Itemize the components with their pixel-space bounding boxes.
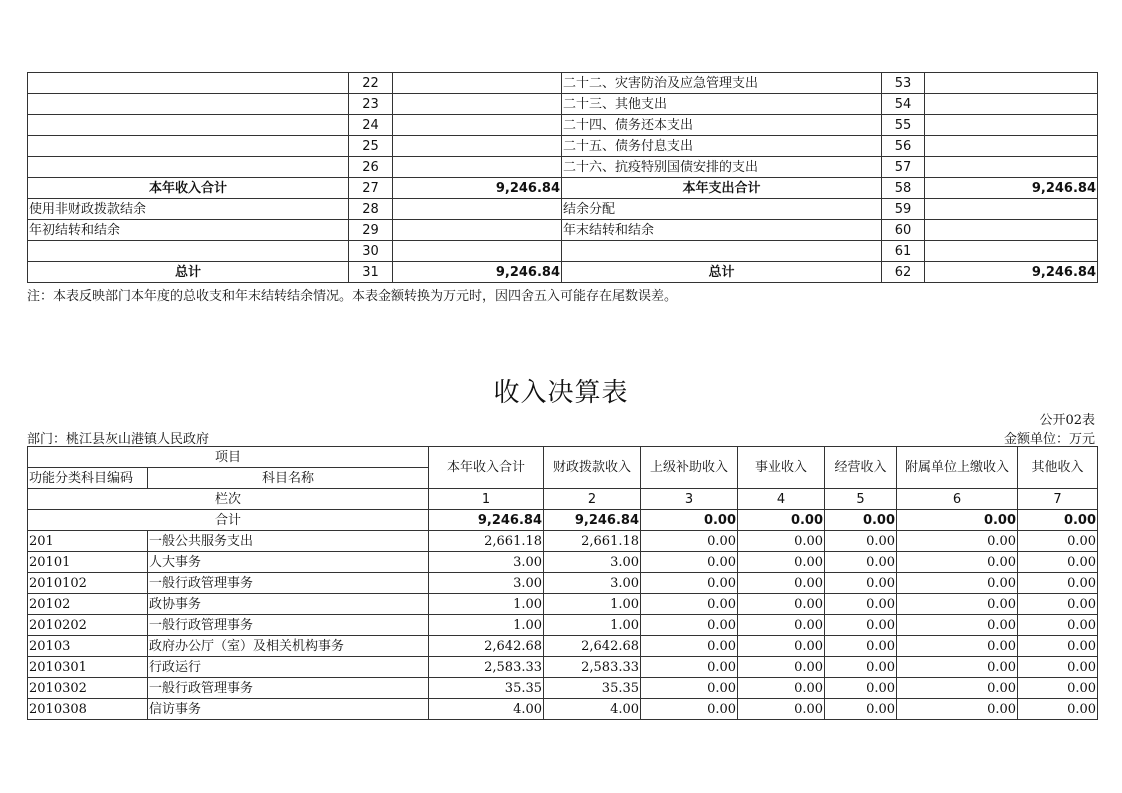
amount-cell: 0.00: [1018, 552, 1098, 573]
income-item-label: [28, 94, 349, 115]
subject-name: 一般公共服务支出: [148, 531, 429, 552]
income-table-body: [28, 531, 1098, 720]
summary-row: [28, 199, 1098, 220]
amount-cell: 4.00: [544, 699, 641, 720]
amount-cell: 2,583.33: [544, 657, 641, 678]
income-item-label: [28, 136, 349, 157]
table-row: [28, 531, 1098, 552]
amount-cell: 0.00: [641, 636, 738, 657]
amount-cell: 0.00: [897, 678, 1018, 699]
col-header-7: 其他收入: [1018, 447, 1098, 489]
amount-cell: 0.00: [738, 552, 825, 573]
amount-cell: 0.00: [825, 573, 897, 594]
row-number: 25: [349, 136, 393, 157]
amount-cell: 0.00: [897, 657, 1018, 678]
subject-name: 人大事务: [148, 552, 429, 573]
expense-amount: [925, 73, 1098, 94]
expense-amount: 9,246.84: [925, 178, 1098, 199]
column-number-label: 栏次: [28, 489, 429, 510]
amount-cell: 0.00: [641, 573, 738, 594]
expense-item-label: 二十二、灾害防治及应急管理支出: [562, 73, 882, 94]
income-amount: 9,246.84: [393, 262, 562, 283]
column-number: 5: [825, 489, 897, 510]
expense-amount: [925, 220, 1098, 241]
subject-code: 2010202: [28, 615, 148, 636]
amount-cell: 0.00: [738, 636, 825, 657]
amount-cell: 0.00: [1018, 636, 1098, 657]
amount-cell: 1.00: [429, 615, 544, 636]
subject-name: 行政运行: [148, 657, 429, 678]
amount-cell: 0.00: [738, 699, 825, 720]
subject-name: 政府办公厅（室）及相关机构事务: [148, 636, 429, 657]
amount-cell: 35.35: [544, 678, 641, 699]
amount-cell: 0.00: [1018, 678, 1098, 699]
column-number: 1: [429, 489, 544, 510]
row-number: 62: [882, 262, 925, 283]
amount-cell: 0.00: [738, 678, 825, 699]
income-amount: [393, 73, 562, 94]
income-amount: [393, 199, 562, 220]
amount-cell: 0.00: [1018, 657, 1098, 678]
table-row: [28, 615, 1098, 636]
table-row: [28, 678, 1098, 699]
table-row: [28, 699, 1098, 720]
amount-cell: 2,642.68: [544, 636, 641, 657]
table-row: [28, 636, 1098, 657]
amount-cell: 0.00: [897, 573, 1018, 594]
amount-cell: 0.00: [1018, 699, 1098, 720]
col-header-2: 财政拨款收入: [544, 447, 641, 489]
row-number: 28: [349, 199, 393, 220]
column-number-row: [28, 489, 1098, 510]
amount-cell: 2,661.18: [429, 531, 544, 552]
amount-cell: 0.00: [897, 552, 1018, 573]
amount-cell: 0.00: [1018, 594, 1098, 615]
amount-cell: 0.00: [641, 552, 738, 573]
expense-amount: [925, 136, 1098, 157]
subject-code: 201: [28, 531, 148, 552]
amount-cell: 3.00: [429, 552, 544, 573]
income-amount: [393, 136, 562, 157]
amount-cell: 0.00: [825, 552, 897, 573]
total-value: 0.00: [738, 510, 825, 531]
summary-row: [28, 94, 1098, 115]
header-row-1: [28, 447, 1098, 468]
amount-cell: 4.00: [429, 699, 544, 720]
amount-cell: 0.00: [897, 615, 1018, 636]
summary-row: [28, 262, 1098, 283]
amount-cell: 0.00: [738, 615, 825, 636]
amount-cell: 0.00: [1018, 573, 1098, 594]
row-number: 54: [882, 94, 925, 115]
amount-cell: 0.00: [825, 657, 897, 678]
total-label: 合计: [28, 510, 429, 531]
amount-cell: 0.00: [897, 531, 1018, 552]
row-number: 60: [882, 220, 925, 241]
summary-row: [28, 73, 1098, 94]
income-amount: [393, 241, 562, 262]
row-number: 29: [349, 220, 393, 241]
expense-item-label: 结余分配: [562, 199, 882, 220]
col-header-3: 上级补助收入: [641, 447, 738, 489]
amount-cell: 0.00: [825, 615, 897, 636]
amount-cell: 2,661.18: [544, 531, 641, 552]
total-value: 0.00: [1018, 510, 1098, 531]
subject-code: 2010301: [28, 657, 148, 678]
col-header-6: 附属单位上缴收入: [897, 447, 1018, 489]
expense-item-label: 本年支出合计: [562, 178, 882, 199]
amount-cell: 0.00: [825, 678, 897, 699]
total-value: 9,246.84: [429, 510, 544, 531]
name-header: 科目名称: [148, 468, 429, 489]
amount-cell: 35.35: [429, 678, 544, 699]
amount-cell: 0.00: [738, 594, 825, 615]
income-item-label: [28, 115, 349, 136]
col-header-4: 事业收入: [738, 447, 825, 489]
amount-cell: 2,583.33: [429, 657, 544, 678]
amount-cell: 0.00: [641, 699, 738, 720]
amount-cell: 0.00: [641, 657, 738, 678]
row-number: 22: [349, 73, 393, 94]
total-value: 0.00: [897, 510, 1018, 531]
column-number: 7: [1018, 489, 1098, 510]
row-number: 61: [882, 241, 925, 262]
amount-cell: 0.00: [897, 636, 1018, 657]
expense-item-label: 二十四、债务还本支出: [562, 115, 882, 136]
subject-code: 2010102: [28, 573, 148, 594]
subject-code: 20102: [28, 594, 148, 615]
row-number: 30: [349, 241, 393, 262]
amount-cell: 2,642.68: [429, 636, 544, 657]
income-item-label: 本年收入合计: [28, 178, 349, 199]
table-row: [28, 552, 1098, 573]
amount-cell: 0.00: [897, 594, 1018, 615]
amount-cell: 3.00: [544, 573, 641, 594]
expense-item-label: 二十五、债务付息支出: [562, 136, 882, 157]
total-value: 0.00: [825, 510, 897, 531]
summary-row: [28, 136, 1098, 157]
amount-cell: 0.00: [1018, 531, 1098, 552]
row-number: 56: [882, 136, 925, 157]
income-item-label: [28, 241, 349, 262]
amount-cell: 1.00: [544, 594, 641, 615]
expense-amount: [925, 241, 1098, 262]
expense-item-label: 总计: [562, 262, 882, 283]
summary-row: [28, 241, 1098, 262]
row-number: 31: [349, 262, 393, 283]
summary-table: [27, 72, 1098, 283]
subject-code: 20101: [28, 552, 148, 573]
amount-cell: 0.00: [825, 594, 897, 615]
income-amount: [393, 220, 562, 241]
row-number: 23: [349, 94, 393, 115]
expense-amount: 9,246.84: [925, 262, 1098, 283]
footnote: 注：本表反映部门本年度的总收支和年末结转结余情况。本表金额转换为万元时，因四舍五入可能存在尾数误差。: [27, 289, 678, 304]
form-number: 公开02表: [1039, 413, 1095, 428]
unit-label: 金额单位：万元: [1003, 432, 1095, 447]
income-item-label: 总计: [28, 262, 349, 283]
table-row: [28, 657, 1098, 678]
income-item-label: 年初结转和结余: [28, 220, 349, 241]
income-amount: [393, 157, 562, 178]
income-item-label: 使用非财政拨款结余: [28, 199, 349, 220]
row-number: 27: [349, 178, 393, 199]
amount-cell: 0.00: [738, 573, 825, 594]
subject-code: 2010308: [28, 699, 148, 720]
amount-cell: 3.00: [544, 552, 641, 573]
row-number: 53: [882, 73, 925, 94]
expense-item-label: [562, 241, 882, 262]
expense-item-label: 二十三、其他支出: [562, 94, 882, 115]
expense-item-label: 年末结转和结余: [562, 220, 882, 241]
column-number: 4: [738, 489, 825, 510]
department-label: 部门：桃江县灰山港镇人民政府: [27, 432, 210, 447]
total-value: 9,246.84: [544, 510, 641, 531]
row-number: 59: [882, 199, 925, 220]
amount-cell: 3.00: [429, 573, 544, 594]
row-number: 55: [882, 115, 925, 136]
amount-cell: 1.00: [544, 615, 641, 636]
total-value: 0.00: [641, 510, 738, 531]
expense-amount: [925, 157, 1098, 178]
amount-cell: 0.00: [897, 699, 1018, 720]
table-row: [28, 594, 1098, 615]
amount-cell: 0.00: [1018, 615, 1098, 636]
page-title: 收入决算表: [493, 378, 629, 408]
amount-cell: 0.00: [825, 531, 897, 552]
column-number: 6: [897, 489, 1018, 510]
amount-cell: 0.00: [738, 657, 825, 678]
amount-cell: 0.00: [825, 699, 897, 720]
subject-name: 一般行政管理事务: [148, 615, 429, 636]
summary-table-body: [28, 73, 1098, 283]
amount-cell: 0.00: [738, 531, 825, 552]
summary-row: [28, 178, 1098, 199]
income-item-label: [28, 157, 349, 178]
amount-cell: 0.00: [641, 678, 738, 699]
income-amount: [393, 115, 562, 136]
code-header: 功能分类科目编码: [28, 468, 148, 489]
subject-name: 信访事务: [148, 699, 429, 720]
subject-code: 20103: [28, 636, 148, 657]
amount-cell: 0.00: [641, 594, 738, 615]
income-amount: [393, 94, 562, 115]
subject-code: 2010302: [28, 678, 148, 699]
subject-name: 一般行政管理事务: [148, 573, 429, 594]
income-item-label: [28, 73, 349, 94]
row-number: 57: [882, 157, 925, 178]
amount-cell: 0.00: [641, 615, 738, 636]
expense-amount: [925, 94, 1098, 115]
column-number: 2: [544, 489, 641, 510]
income-amount: 9,246.84: [393, 178, 562, 199]
summary-row: [28, 115, 1098, 136]
table-row: [28, 573, 1098, 594]
column-number: 3: [641, 489, 738, 510]
total-row: [28, 510, 1098, 531]
subject-name: 一般行政管理事务: [148, 678, 429, 699]
amount-cell: 1.00: [429, 594, 544, 615]
row-number: 24: [349, 115, 393, 136]
income-table: [27, 446, 1098, 720]
summary-row: [28, 220, 1098, 241]
expense-amount: [925, 199, 1098, 220]
row-number: 58: [882, 178, 925, 199]
col-header-1: 本年收入合计: [429, 447, 544, 489]
expense-amount: [925, 115, 1098, 136]
item-header: 项目: [28, 447, 429, 468]
subject-name: 政协事务: [148, 594, 429, 615]
amount-cell: 0.00: [825, 636, 897, 657]
row-number: 26: [349, 157, 393, 178]
col-header-5: 经营收入: [825, 447, 897, 489]
expense-item-label: 二十六、抗疫特别国债安排的支出: [562, 157, 882, 178]
amount-cell: 0.00: [641, 531, 738, 552]
summary-row: [28, 157, 1098, 178]
